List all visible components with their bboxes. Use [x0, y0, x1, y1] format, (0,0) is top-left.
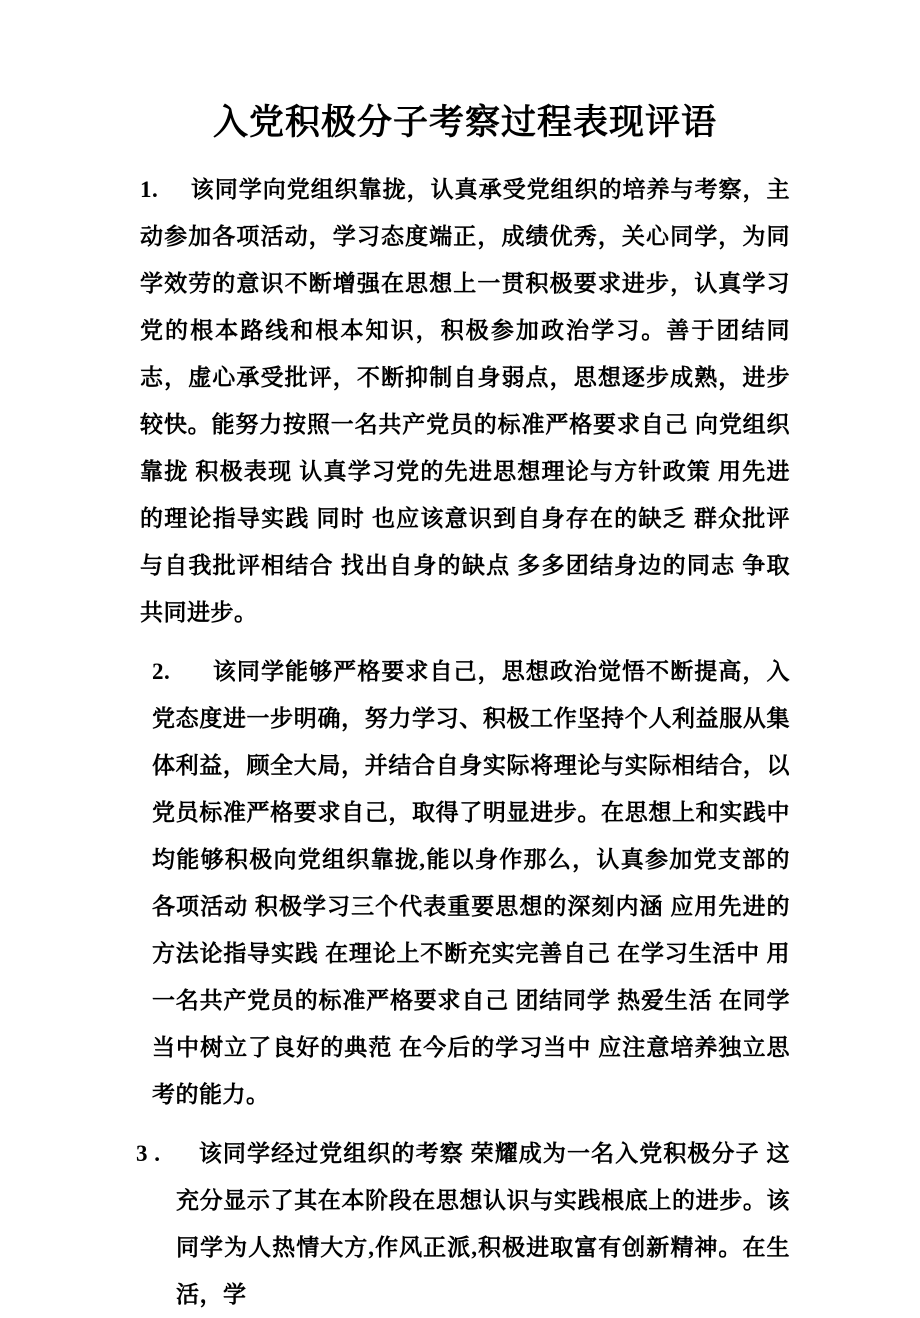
paragraph-3-number: 3 . — [136, 1140, 161, 1166]
paragraph-1-number: 1. — [140, 176, 159, 202]
paragraph-3-text: 该同学经过党组织的考察 荣耀成为一名入党积极分子 这充分显示了其在本阶段在思想认识与实践根底上的进步。该同学为人热情大方,作风正派,积极进取富有创新精神。在生活，学 — [176, 1140, 790, 1307]
paragraph-1 — [140, 166, 790, 636]
document-title: 入党积极分子考察过程表现评语 — [212, 103, 717, 142]
paragraph-2-text: 该同学能够严格要求自己，思想政治觉悟不断提高，入党态度进一步明确，努力学习、积极工作坚持个人利益服从集体利益，顾全大局，并结合自身实际将理论与实际相结合，以党员标准严格要求自己，取得了明显进步。在思想上和实践中均能够积极向党组织靠拢,能以身作那么，认真参加党支部的各项活动 积极学习三个代表重要思想的深刻内涵 应用先进的方法论指导实践 在理论上不断充实完善自己 在学习生活中 用一名共产党员的标准严格要求自己 团结同学 热爱生活 在同学当中树立了良好的典范 在今后的学习当中 应注意培养独立思考的能力。 — [152, 658, 791, 1107]
paragraph-2 — [140, 648, 790, 1118]
paragraph-3 — [136, 1130, 790, 1318]
paragraph-2-number: 2. — [152, 658, 171, 684]
paragraph-1-text: 该同学向党组织靠拢，认真承受党组织的培养与考察，主动参加各项活动，学习态度端正，成绩优秀，关心同学，为同学效劳的意识不断增强在思想上一贯积极要求进步，认真学习党的根本路线和根本知识，积极参加政治学习。善于团结同志，虚心承受批评，不断抑制自身弱点，思想逐步成熟，进步较快。能努力按照一名共产党员的标准严格要求自己 向党组织靠拢 积极表现 认真学习党的先进思想理论与方针政策 用先进的理论指导实践 同时 也应该意识到自身存在的缺乏 群众批评与自我批评相结合 找出自身的缺点 多多团结身边的同志 争取共同进步。 — [140, 176, 790, 625]
